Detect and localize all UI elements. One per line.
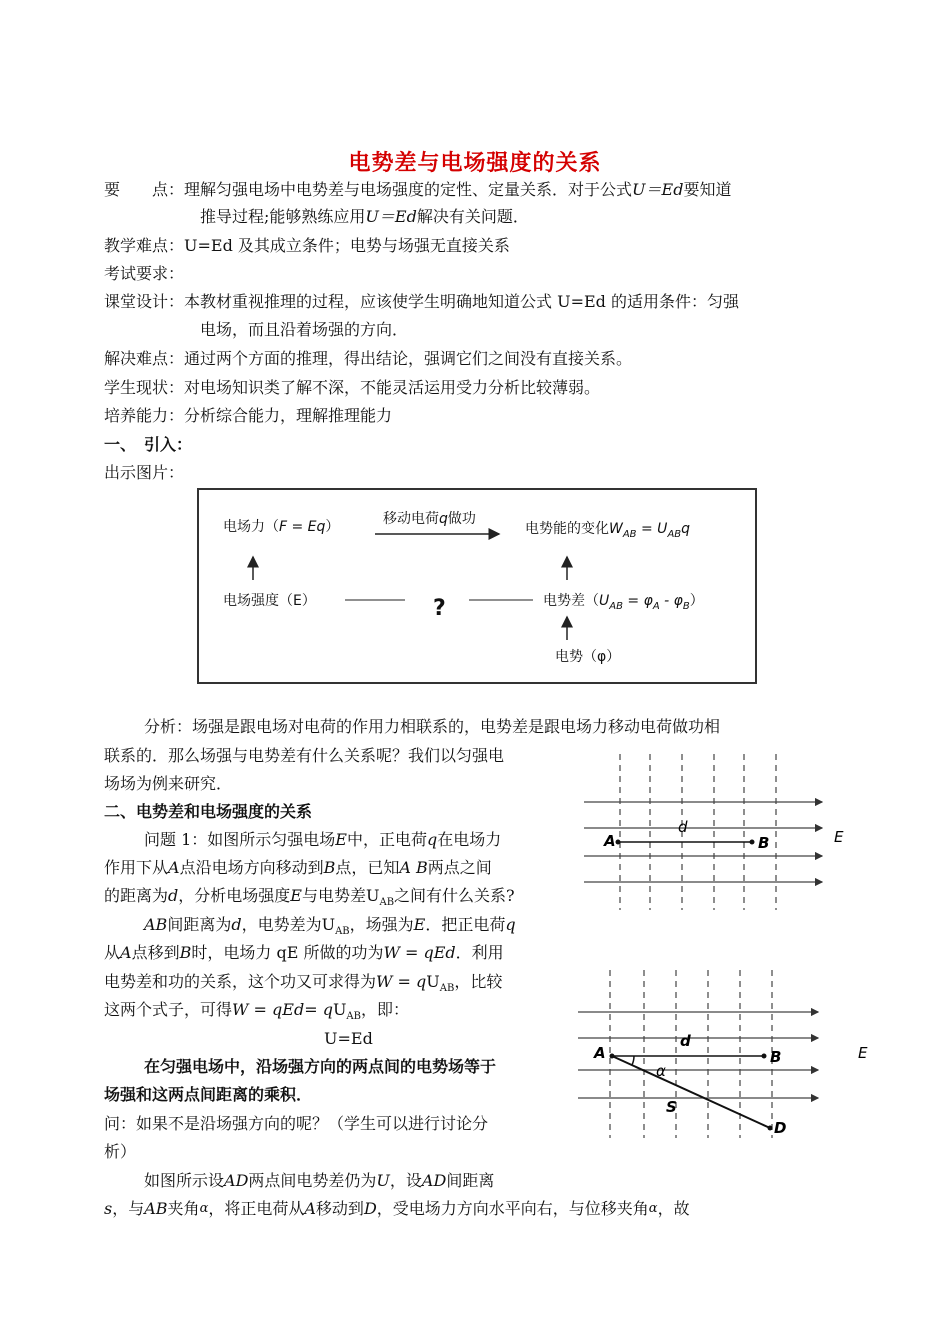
- sheji-label: 课堂设计：: [104, 292, 185, 311]
- segment-ad: [612, 1056, 770, 1128]
- yaodian-text-b: 要知道: [683, 180, 732, 199]
- p2-line-1: 如图所示设AD两点间电势差仍为U，设AD间距离: [144, 1171, 495, 1190]
- row-sheji: [104, 292, 739, 312]
- point-d: [768, 1126, 773, 1131]
- fig1-label-e: E: [834, 828, 844, 846]
- potential-label: 电势（φ）: [555, 649, 621, 665]
- fig2-label-e: E: [858, 1044, 868, 1062]
- xianzhuang-text: 对电场知识类了解不深，不能灵活运用受力分析比较薄弱。: [184, 378, 601, 397]
- fig1-label-a: A: [604, 832, 616, 850]
- field-dashed-verticals: [620, 754, 776, 910]
- yaodian-text: 理解匀强电场中电势差与电场强度的定性、定量关系．对于公式: [184, 180, 633, 199]
- figure-uniform-field-1: [584, 746, 870, 918]
- nandian-text: U=Ed 及其成立条件；电势与场强无直接关系: [184, 236, 510, 255]
- yaodian-text-d: 解决有关问题．: [416, 207, 529, 226]
- analysis-line-1: 分析：场强是跟电场对电荷的作用力相联系的，电势差是跟电场力移动电荷做功相: [144, 717, 721, 736]
- fig1-label-b: B: [758, 834, 770, 852]
- point-a-2: [610, 1054, 615, 1059]
- kaoshi-label: 考试要求：: [104, 264, 185, 283]
- nandian-label: 教学难点：: [104, 236, 185, 255]
- row-yaodian: [104, 180, 731, 200]
- jiejue-label: 解决难点：: [104, 349, 185, 368]
- fig2-label-a: A: [594, 1044, 606, 1062]
- p1-line-4: 这两个式子，可得$W = qEd= qU_{AB}$，即：: [104, 1000, 410, 1023]
- page-title: 电势差与电场强度的关系: [348, 151, 602, 176]
- q1-line-3: 的距离为d，分析电场强度E与电势差$U_{AB}$之间有什么关系?: [104, 886, 515, 909]
- fig2-label-d: d: [680, 1032, 691, 1050]
- row-nengli: [104, 406, 392, 426]
- question-mark: ?: [433, 596, 446, 621]
- conclusion-line-2: 场强和这两点间距离的乘积．: [104, 1085, 313, 1104]
- point-a: [616, 840, 621, 845]
- formula-u-ed-2: U＝Ed: [365, 207, 417, 226]
- row-kaoshi: [104, 264, 184, 284]
- sheji-text: 本教材重视推理的过程，应该使学生明确地知道公式 U=Ed 的适用条件：匀强: [184, 292, 740, 311]
- potential-diff-label: 电势差$(U_{AB} = \varphi_A - \varphi_B)$: [543, 593, 704, 612]
- jiejue-text: 通过两个方面的推理，得出结论，强调它们之间没有直接关系。: [184, 349, 633, 368]
- p1-line-2: 从A点移到B时，电场力 qE 所做的功为W = qEd．利用: [104, 943, 504, 962]
- row-xianzhuang: [104, 378, 600, 398]
- fig1-label-d: d: [678, 818, 688, 836]
- p1-line-1: AB间距离为d，电势差为$U_{AB}$，场强为E．把正电荷q: [144, 915, 516, 938]
- force-label: 电场力（F = Eq）: [223, 519, 340, 535]
- q1-line-1: 问题 1：如图所示匀强电场E中，正电荷q在电场力: [144, 830, 502, 849]
- conclusion-line-1: 在匀强电场中，沿场强方向的两点间的电势场等于: [144, 1057, 497, 1076]
- row-jiejue: [104, 349, 632, 369]
- field-strength-label: 电场强度（E）: [223, 593, 316, 609]
- field-dashed-verticals-2: [610, 970, 772, 1138]
- point-b-2: [762, 1054, 767, 1059]
- q2-line-2: 析）: [104, 1142, 137, 1161]
- sheji-text-2: 电场，而且沿着场强的方向．: [200, 320, 409, 339]
- row-sheji-2: [200, 320, 408, 340]
- q1-line-2: 作用下从A点沿电场方向移动到B点，已知A B两点之间: [104, 858, 492, 877]
- xianzhuang-label: 学生现状：: [104, 378, 185, 397]
- fig2-label-b: B: [770, 1048, 782, 1066]
- fig2-label-s: S: [666, 1098, 677, 1116]
- yaodian-text-c: 推导过程;能够熟练应用: [200, 207, 366, 226]
- section2-heading: 二、电势差和电场强度的关系: [104, 802, 313, 821]
- energy-change-label: 电势能的变化$W_{AB} = U_{AB}q$: [525, 521, 691, 540]
- formula-u-ed: U＝Ed: [632, 180, 684, 199]
- p1-line-3: 电势差和功的关系，这个功又可求得为$W = qU_{AB}$，比较: [104, 972, 503, 995]
- formula-u-ed-center: U=Ed: [324, 1029, 373, 1048]
- section1-heading: 一、 引入：: [104, 435, 193, 454]
- fig2-label-alpha: α: [656, 1062, 666, 1080]
- row-yaodian-2: [200, 207, 529, 227]
- nengli-text: 分析综合能力，理解推理能力: [184, 406, 393, 425]
- work-label: 移动电荷q做功: [383, 511, 476, 527]
- angle-arc: [632, 1056, 634, 1065]
- row-nandian: [104, 236, 510, 256]
- show-picture-text: 出示图片：: [104, 463, 185, 482]
- analysis-line-3: 场场为例来研究．: [104, 774, 233, 793]
- analysis-line-2: 联系的．那么场强与电势差有什么关系呢？我们以匀强电: [104, 746, 505, 765]
- figure-uniform-field-2: [578, 968, 874, 1140]
- nengli-label: 培养能力：: [104, 406, 185, 425]
- p2-line-2: s，与AB夹角$^\alpha$，将正电荷从A移动到D，受电场力方向水平向右，与位移夹角$^\alpha$，故: [104, 1199, 690, 1218]
- q2-line-1: 问：如果不是沿场强方向的呢？（学生可以进行讨论分: [104, 1114, 489, 1133]
- fig2-label-dpoint: D: [774, 1119, 787, 1137]
- concept-diagram: [197, 488, 757, 684]
- yaodian-label: 要 点：: [104, 180, 185, 199]
- point-b: [750, 840, 755, 845]
